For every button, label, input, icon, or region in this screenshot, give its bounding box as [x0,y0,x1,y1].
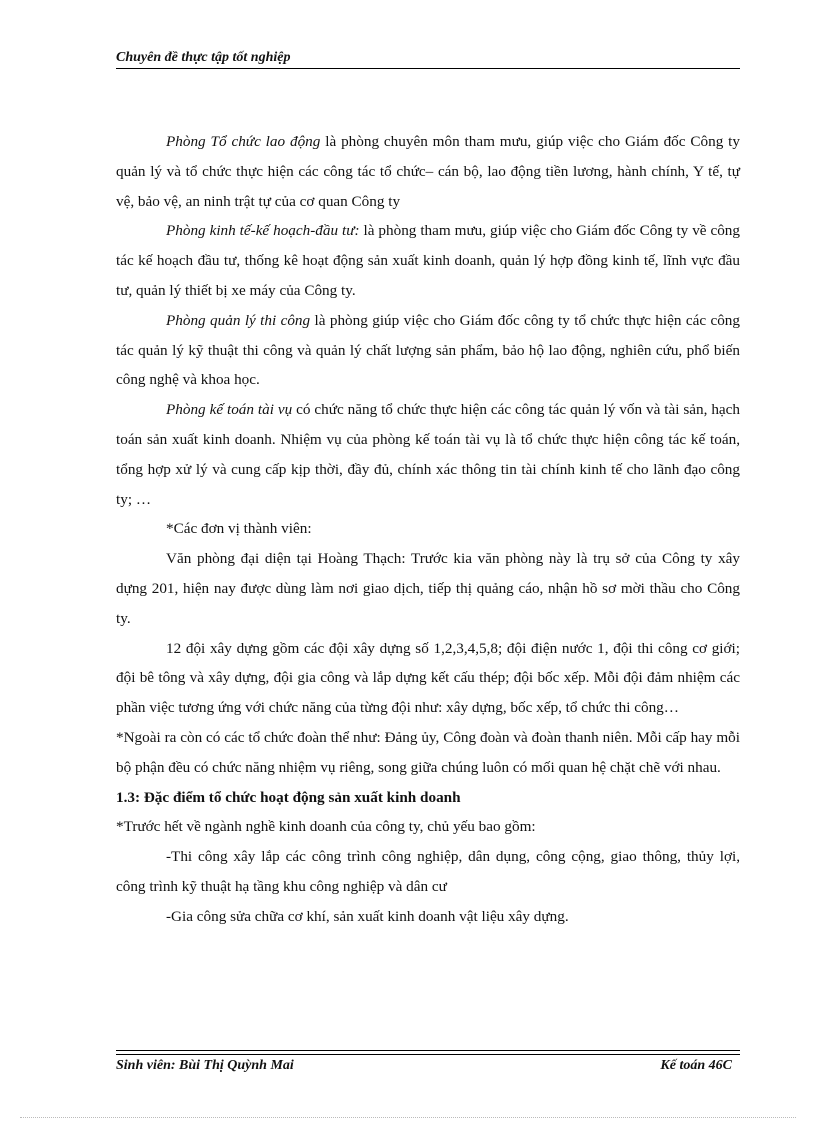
paragraph-lead: Phòng Tổ chức lao động [166,133,321,150]
list-item-thi-cong: -Thi công xây lắp các công trình công nghiệp, dân dụng, công cộng, giao thông, thủy lợi, công trình kỹ thuật hạ tầng khu công nghiệp và dân cư [116,848,740,895]
paragraph-nganh-nghe: *Trước hết về ngành nghề kinh doanh của công ty, chủ yếu bao gồm: [116,818,536,836]
header-rule [116,68,740,69]
paragraph-phong-to-chuc [116,127,740,216]
paragraph-phong-ke-toan [116,395,740,514]
paragraph-don-vi-thanh-vien: *Các đơn vị thành viên: [166,520,312,538]
paragraph-text: là phòng tham mưu, giúp việc cho Giám đốc Công ty về công tác kế hoạch đầu tư, thống kê hoạt động sản xuất kinh doanh, quản lý hợp đồng kinh tế, lĩnh vực đầu tư, quản lý thiết bị xe máy của Công ty. [116,222,740,299]
footer-student-name: Sinh viên: Bùi Thị Quỳnh Mai [116,1058,294,1073]
paragraph-phong-kinh-te [116,216,740,305]
page-header-title: Chuyên đề thực tập tốt nghiệp [116,50,291,65]
page-bottom-border [20,1117,796,1118]
footer-class-name: Kế toán 46C [660,1058,732,1073]
paragraph-van-phong: Văn phòng đại diện tại Hoàng Thạch: Trước kia văn phòng này là trụ sở của Công ty xây dựng 201, hiện nay được dùng làm nơi giao dịch, tiếp thị quảng cáo, nhận hồ sơ mời thầu cho Công ty. [116,550,740,627]
paragraph-lead: Phòng kế toán tài vụ [166,401,293,419]
document-body [116,127,740,932]
paragraph-text: là phòng giúp việc cho Giám đốc công ty tổ chức thực hiện các công tác quản lý kỹ thuật thi công và quản lý chất lượng sản phẩm, bảo hộ lao động, nghiên cứu, phổ biến công nghệ và khoa học. [116,311,740,389]
paragraph-lead: Phòng kinh tế-kế hoạch-đầu tư: [166,222,360,240]
footer-rule-top [116,1050,740,1051]
paragraph-doi-xay-dung: 12 đội xây dựng gồm các đội xây dựng số 1,2,3,4,5,8; đội điện nước 1, đội thi công cơ giới; đội bê tông và xây dựng, đội gia công và lắp dựng kết cấu thép; đội bốc xếp. Mỗi đội đảm nhiệm các phần việc tương ứng với chức năng của từng đội như: xây dựng, bốc xếp, tổ chức thi công… [116,639,740,717]
paragraph-text: có chức năng tổ chức thực hiện các công tác quản lý vốn và tài sản, hạch toán sản xuất kinh doanh. Nhiệm vụ của phòng kế toán tài vụ là tổ chức thực hiện công tác kế toán, tổng hợp xử lý và cung cấp kịp thời, đầy đủ, chính xác thông tin tài chính kinh tế cho lãnh đạo công ty; … [116,401,740,508]
section-heading: 1.3: Đặc điểm tổ chức hoạt động sản xuất kinh doanh [116,788,461,806]
list-item-gia-cong: -Gia công sửa chữa cơ khí, sản xuất kinh doanh vật liệu xây dựng. [166,907,569,925]
paragraph-lead: Phòng quản lý thi công [166,311,311,329]
paragraph-to-chuc-doan-the: *Ngoài ra còn có các tổ chức đoàn thể như: Đảng ủy, Công đoàn và đoàn thanh niên. Mỗi cấp hay mỗi bộ phận đều có chức năng nhiệm vụ riêng, song giữa chúng luôn có mối quan hệ chặt chẽ với nhau. [116,728,740,776]
footer-rule-bottom [116,1054,740,1055]
paragraph-phong-quan-ly [116,306,740,395]
paragraph-text: là phòng chuyên môn tham mưu, giúp việc cho Giám đốc Công ty quản lý và tổ chức thực hiện các công tác tổ chức– cán bộ, lao động tiền lương, hành chính, Y tế, tự vệ, bảo vệ, an ninh trật tự của cơ quan Công ty [116,133,740,210]
